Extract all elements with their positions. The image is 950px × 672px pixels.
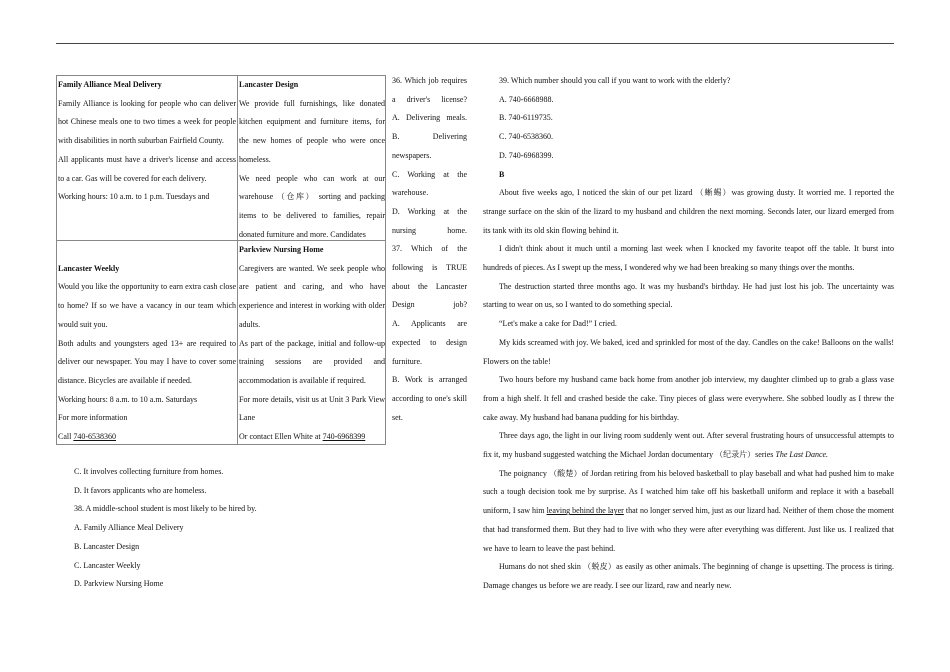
ad-paragraph: We provide full furnishings, like donated kitchen equipment and furniture items, for the new homes of people who were once homeless. [239,98,385,164]
question-38-option-d: D. Parkview Nursing Home [74,579,164,589]
question-37-option-a: A. Applicants are expected to design furniture. [392,319,467,366]
ad-hours: Working hours: 8 a.m. to 10 a.m. Saturdays [58,394,198,404]
ad-title: Parkview Nursing Home [239,245,324,254]
ad-paragraph: Would you like the opportunity to earn extra cash close to home? If so we have a vacancy in our team which would suit you. [58,282,236,329]
ad-title: Lancaster Weekly [58,263,120,273]
ad-contact [58,428,236,444]
questions-lower [74,463,384,594]
ads-table-divider-vertical [237,75,238,445]
question-37-stem: 37. Which of the following is TRUE about the Lancaster Design job? [392,244,467,310]
phone-number: 740-6538360 [73,432,117,442]
question-39-stem: 39. Which number should you call if you want to work with the elderly? [499,76,731,85]
question-36-option-c: C. Working at the warehouse. [392,169,467,198]
passage-text: The poignancy （酸楚）of Jordan retiring from his beloved basketball to play baseball and what had pushed him to make such a tough decision took me by surprise. As I watched him take off his basketball uniform and replace it with a baseball uniform, I saw him [483,468,894,516]
ad-paragraph: For more details, visit us at Unit 3 Park View Lane [239,394,385,423]
question-39-option-b: B. 740-6119735. [499,113,553,123]
question-36-option-a: A. Delivering meals. [392,113,467,123]
ad-paragraph: All applicants must have a driver's license and access to a car. Gas will be covered for each delivery. [58,154,236,183]
passage-paragraph [483,427,894,464]
ad-paragraph: Family Alliance is looking for people who can deliver hot Chinese meals one to two times a week for people with disabilities in north suburban Fairfield County. [58,98,236,146]
question-38-option-c: C. Lancaster Weekly [74,560,141,570]
ad-paragraph: Caregivers are wanted. We seek people who are patient and caring, and who have experience and interest in working with older adults. [239,263,385,329]
passage-paragraph: The destruction started three months ago. It was my husband's birthday. He had just lost his job. The uncertainty was starting to wear on us, so I wanted to do something special. [483,281,894,310]
right-column [483,72,894,596]
ad-lancaster-weekly [58,241,236,444]
ad-title: Lancaster Design [239,80,299,89]
passage-paragraph [483,465,894,559]
passage-text: that no longer served him, just as our lizard had. Neither of them chose the moment that had transformed them. But they had to live with who they were after everything was different. Just like us. I realized that we have to learn to leave the past behind. [483,506,895,553]
ad-paragraph: As part of the package, initial and follow-up training sessions are provided and accommodation is available if required. [239,338,385,385]
passage-paragraph: I didn't think about it much until a morning last week when I knocked my favorite teapot off the table. It burst into hundreds of pieces. As I swept up the mess, I wondered why we had been breaking so many things over the months. [483,244,894,273]
passage-text: Three days ago, the light in our living room suddenly went out. After several frustrating hours of unsuccessful attempts to fix it, my husband suggested watching the Michael Jordan documentary （纪录片）series [483,431,894,460]
question-36-option-d: D. Working at the nursing home. [392,206,467,235]
questions-column [392,72,467,427]
passage-b-label: B [499,169,505,179]
ad-info: For more information [58,413,128,423]
passage-paragraph: Humans do not shed skin （蜕皮）as easily as other animals. The beginning of change is upsetting. The process is tiring. Damage changes us before we are ready. I see our lizard, raw and nearly new. [483,562,894,590]
question-37-option-c: C. It involves collecting furniture from homes. [74,467,224,476]
question-39-option-d: D. 740-6968399. [499,150,554,160]
ad-paragraph: We need people who can work at our warehouse （仓库） sorting and packing items to be delivered to families, repair donated furniture and more. Candidates [239,173,385,239]
ad-parkview-nursing [239,241,385,444]
call-label: Call [58,432,72,442]
question-36-stem: 36. Which job requires a driver's license? [392,76,467,104]
ad-lancaster-design [239,76,385,239]
phone-number: 740-6968399 [322,432,366,442]
question-38-option-b: B. Lancaster Design [74,541,140,551]
question-39-option-c: C. 740-6538360. [499,132,553,142]
ad-family-alliance [58,76,236,239]
ad-title: Family Alliance Meal Delivery [58,80,162,89]
ad-paragraph: Both adults and youngsters aged 13+ are required to deliver our newspaper. You may I have to cover some distance. Bicycles are available if needed. [58,338,236,385]
ad-hours: Working hours: 10 a.m. to 1 p.m. Tuesdays and [58,192,210,202]
underlined-phrase: leaving behind the layer [546,506,624,516]
documentary-title: The Last Dance. [775,450,829,460]
ad-contact [239,428,385,444]
question-36-option-b: B. Delivering newspapers. [392,132,467,160]
question-37-option-b: B. Work is arranged according to one's skill set. [392,375,467,422]
header-rule [56,43,894,44]
contact-label: Or contact Ellen White at [239,432,321,442]
passage-paragraph: “Let's make a cake for Dad!” I cried. [499,319,617,329]
passage-paragraph: My kids screamed with joy. We baked, iced and sprinkled for most of the day. Candles on the cake! Balloons on the walls! Flowers on the table! [483,337,894,366]
passage-paragraph: About five weeks ago, I noticed the skin of our pet lizard （蜥蜴）was growing dusty. It worried me. I reported the strange surface on the skin of the lizard to my husband and children the next morning. Seconds later, our lizard emerged from its tank with its old skin flowing behind it. [483,188,894,235]
question-38-option-a: A. Family Alliance Meal Delivery [74,523,184,533]
question-37-option-d: D. It favors applicants who are homeless. [74,485,207,495]
question-39-option-a: A. 740-6668988. [499,94,554,104]
question-38-stem: 38. A middle-school student is most likely to be hired by. [74,504,257,514]
passage-paragraph: Two hours before my husband came back home from another job interview, my daughter climbed up to grab a glass vase from a high shelf. It fell and crashed beside the cake. Tiny pieces of glass were everywhere. She sobbed loudly as I threw the cake away. My husband had banana pudding for his birthday. [483,375,894,422]
